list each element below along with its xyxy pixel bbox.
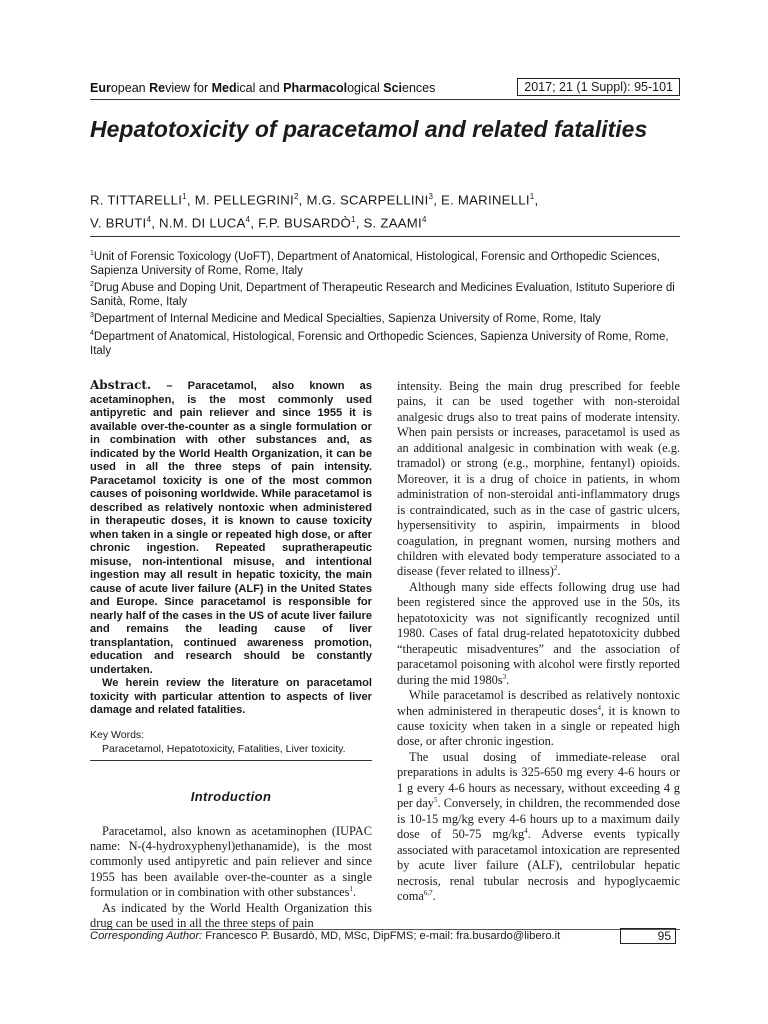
author-affiliation-mark: 4 [421, 215, 427, 225]
journal-name-part: Pharmacol [283, 81, 348, 95]
left-body-text [90, 824, 372, 932]
citation-mark: 4 [524, 827, 528, 836]
affiliation [90, 278, 680, 309]
journal-name-part: view for [165, 81, 212, 95]
page-number: 95 [620, 928, 676, 944]
paragraph-text: Paracetamol, also known as acetaminophen (IUPAC name: N-(4-hydroxyphenyl)ethanamide), is the most commonly used antipyretic and pain reliever and since 1955 has been available over-the-counter as a single formulation or in combination with other substances [90, 823, 372, 900]
body-paragraph [397, 750, 680, 905]
citation-mark: 5 [433, 796, 438, 805]
author-name: F.P. BUSARDÒ [258, 215, 351, 231]
author-affiliation-mark: 4 [245, 215, 251, 225]
paragraph-text: , it is known to cause toxicity when taken in a single or repeated high dose, or after chronic ingestion. [397, 703, 680, 749]
header-rule [90, 99, 680, 100]
body-paragraph [90, 901, 372, 932]
author-affiliation-mark: 1 [529, 192, 535, 201]
paragraph-text: . Conversely, in children, the recommended dose is 10-15 mg/kg every 4-6 hours up to a maximum daily dose of 50-75 mg/kg [397, 796, 681, 842]
journal-name-part: opean [110, 81, 150, 95]
author-separator: , [186, 192, 195, 208]
abstract-label: Abstract. [90, 378, 152, 392]
abstract-paragraph-2: We herein review the literature on paracetamol toxicity with particular attention to aspects of liver damage and related fatalities. [90, 677, 372, 716]
affiliation [90, 327, 680, 358]
affiliation-mark: 1 [90, 250, 94, 257]
citation-mark: 1 [349, 885, 353, 894]
journal-header [90, 78, 680, 100]
affiliation-text: Unit of Forensic Toxicology (UoFT), Department of Anatomical, Histological, Forensic and Orthopedic Sciences, Sapienza University of Rome, Rome, Italy [90, 250, 660, 278]
keywords-rule [90, 760, 372, 761]
citation-mark: 6,7 [423, 888, 433, 897]
corresponding-author-text: Francesco P. Busardò, MD, MSc, DipFMS; e-mail: fra.busardo@libero.it [202, 930, 561, 942]
paragraph-text: While paracetamol is described as relatively nontoxic when administered in therapeutic doses [397, 688, 680, 718]
author-affiliation-mark: 1 [350, 215, 356, 225]
body-paragraph [397, 379, 680, 580]
paragraph-text: Although many side effects following drug use had been registered since the approved use in the 50s, its hepatotoxicity was not significantly recognized until 1980. Cases of fatal drug-related hepatotoxicity dubbed “therapeutic misadventures” and the association of paracetamol poisoning with alcohol were firstly reported during the mid 1980s [397, 579, 680, 687]
section-heading-introduction: Introduction [190, 788, 272, 804]
column-left [90, 379, 372, 932]
journal-name-part: ical and [236, 81, 284, 95]
journal-name-part: Eur [90, 81, 111, 95]
authors-rule [90, 236, 680, 237]
citation-mark: 4 [597, 703, 601, 712]
keywords [90, 728, 372, 756]
citation-box: 2017; 21 (1 Suppl): 95-101 [517, 78, 680, 96]
author-line [90, 210, 680, 233]
author-name: S. ZAAMI [363, 215, 422, 231]
affiliation-text: Drug Abuse and Doping Unit, Department of Therapeutic Research and Medicines Evaluation, Istituto Superiore di Sanità, Rome, Italy [90, 282, 675, 309]
journal-name-part: ogical [347, 81, 384, 95]
author-list [90, 187, 680, 234]
journal-name [90, 81, 435, 95]
author-name: R. TITTARELLI [90, 192, 183, 208]
abstract-text: – Paracetamol, also known as acetaminophen, is the most commonly used antipyretic and pain reliever and since 1955 it is available over-the-counter as a single formulation or in combination with other substances and, as indicated by the World Health Organization, it can be used in all the three steps of pain intensity. Paracetamol toxicity is one of the most common causes of poisoning worldwide. While paracetamol is described as relatively nontoxic when administered in therapeutic doses, it is known to cause toxicity when taken in a single or repeated high dose, or after chronic ingestion. Repeated supratherapeutic misuse, non-intentional misuse, and intentional ingestion may all result in hepatic toxicity, the main cause of acute liver failure (ALF) in the United States and Europe. Since paracetamol is responsible for nearly half of the cases in the US of acute liver failure and remains the leading cause of liver transplantation, continued awareness promotion, education and research should be constantly undertaken. [90, 380, 372, 676]
body-paragraph [397, 580, 680, 688]
affiliation-mark: 4 [90, 329, 94, 337]
corresponding-author-label: Corresponding Author: [90, 930, 203, 942]
author-affiliation-mark: 3 [428, 192, 434, 201]
author-name: M.G. SCARPELLINI [306, 192, 429, 208]
author-affiliation-mark: 1 [182, 192, 187, 201]
affiliation-mark: 3 [90, 312, 94, 320]
paragraph-text: The usual dosing of immediate-release oral preparations in adults is 325-650 mg every 4-6 hours or 1 g every 4-6 hours as necessary, without exceeding 4 g per day [397, 749, 680, 811]
author-name: V. BRUTI [90, 215, 147, 231]
paragraph-text: . [432, 888, 436, 903]
paragraph-text: . [352, 885, 357, 900]
author-separator: , [250, 215, 259, 231]
author-separator: , [151, 215, 160, 231]
affiliation-mark: 2 [90, 281, 94, 289]
paragraph-text: . [506, 672, 510, 687]
journal-name-part: Re [149, 81, 166, 95]
body-paragraph [397, 688, 680, 750]
body-paragraph [90, 824, 372, 901]
author-affiliation-mark: 4 [146, 215, 152, 225]
citation-mark: 3 [502, 672, 507, 681]
author-separator: , [433, 192, 442, 208]
journal-name-part: Sci [383, 81, 402, 95]
affiliation [90, 309, 680, 326]
affiliation [90, 247, 680, 278]
author-separator: , [534, 192, 539, 208]
author-line [90, 187, 680, 210]
author-name: N.M. DI LUCA [159, 215, 246, 231]
affiliation-text: Department of Anatomical, Histological, Forensic and Orthopedic Sciences, Sapienza University of Rome, Rome, Italy [90, 330, 669, 357]
paragraph-text: . [557, 564, 561, 579]
abstract [90, 379, 372, 677]
author-separator: , [355, 215, 364, 231]
paragraph-text: intensity. Being the main drug prescribed for feeble pains, it can be used together with non-steroidal analgesic drugs also to treat pains of moderate intensity. When pain persists or increases, paracetamol is used as an additional analgesic in combination with weak (e.g. tramadol) or strong (e.g., morphine, fentanyl) opioids. Moreover, it is a drug of choice in patients, in whom administration of non-steroidal anti-inflammatory drugs is contraindicated, such as in the case of gastric ulcers, hypersensitivity to aspirin, impairments in blood coagulation, in pregnant women, nursing mothers and children with elevated body temperature associated to a disease (fever related to illness) [397, 379, 680, 579]
author-name: E. MARINELLI [441, 192, 530, 208]
column-right [397, 379, 680, 904]
paragraph-text: As indicated by the World Health Organization this drug can be used in all the three steps of pain [90, 900, 372, 931]
corresponding-author [90, 930, 680, 942]
journal-name-part: Med [211, 81, 237, 95]
keywords-label: Key Words: [90, 728, 145, 741]
affiliations [90, 247, 680, 358]
keywords-list: Paracetamol, Hepatotoxicity, Fatalities, Liver toxicity. [102, 742, 346, 755]
author-separator: , [298, 192, 307, 208]
author-affiliation-mark: 2 [293, 192, 299, 201]
citation-mark: 2 [553, 564, 558, 573]
paragraph-text: . Adverse events typically associated with paracetamol intoxication are represented by acute liver failure (ALF), centrilobular hepatic necrosis, renal tubular necrosis and hypoglycaemic coma [397, 827, 680, 903]
affiliation-text: Department of Internal Medicine and Medical Specialties, Sapienza University of Rome, Rome, Italy [93, 313, 601, 326]
paper-title: Hepatotoxicity of paracetamol and related fatalities [90, 116, 648, 142]
author-name: M. PELLEGRINI [194, 192, 294, 208]
journal-name-part: ences [402, 81, 436, 95]
